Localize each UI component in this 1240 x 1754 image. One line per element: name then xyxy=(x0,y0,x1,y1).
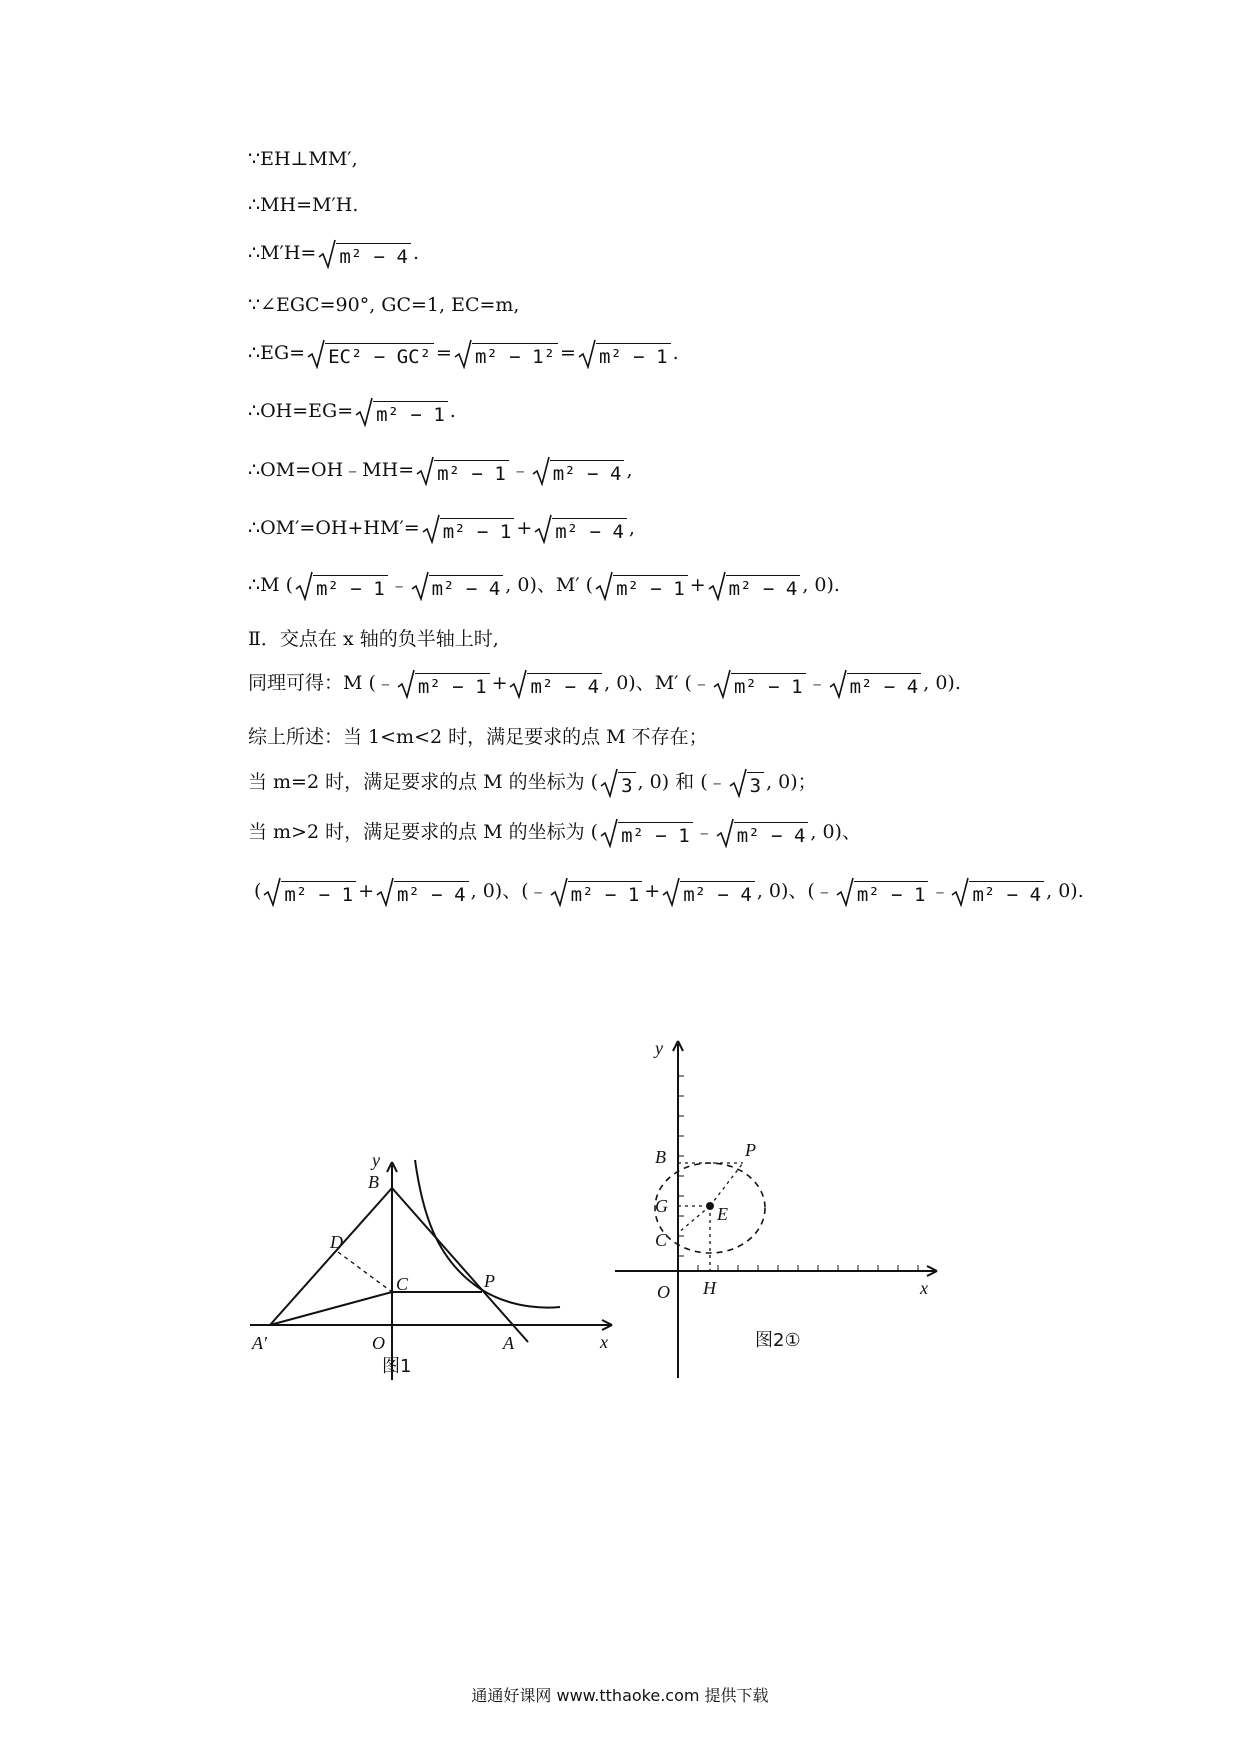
radical: m² − 1 xyxy=(355,397,448,427)
line-12: 综上所述：当 1<m<2 时，满足要求的点 M 不存在； xyxy=(248,726,708,748)
label-h: H xyxy=(703,1278,716,1298)
line-3: ∴M′H= m² − 4 . xyxy=(248,238,419,269)
label-y: y xyxy=(655,1038,663,1058)
label-c: C xyxy=(655,1230,668,1250)
radical: m² − 1 xyxy=(713,669,806,699)
radical: m² − 4 xyxy=(376,877,469,907)
label-x: x xyxy=(920,1278,928,1298)
radical: m² − 1 xyxy=(550,877,643,907)
label-p: P xyxy=(745,1140,756,1160)
radical: m² − 4 xyxy=(662,877,755,907)
radical: m² − 1 xyxy=(295,571,388,601)
line-6: ∴OH=EG= m² − 1 . xyxy=(248,396,456,427)
line-15: ( m² − 1 + m² − 4 , 0)、(﹣ m² − 1 + m² − 4 , 0)、(﹣ m² − 1 ﹣ m² − 4 , 0). xyxy=(254,876,1084,907)
axis-ticks xyxy=(678,1076,918,1271)
radical: m² − 4 xyxy=(829,669,922,699)
line-13: 当 m=2 时，满足要求的点 M 的坐标为 ( 3 , 0) 和 (﹣ 3 , 0)； xyxy=(248,767,817,798)
radical: m² − 4 xyxy=(509,669,602,699)
radical: 3 xyxy=(600,768,635,798)
radical: m² − 1 xyxy=(263,877,356,907)
radical: m² − 1 xyxy=(422,514,515,544)
line-5: ∴EG= EC² − GC² = m² − 1² = m² − 1 . xyxy=(248,338,679,369)
label-b: B xyxy=(368,1172,379,1192)
label-y: y xyxy=(372,1150,380,1170)
label-g: G xyxy=(655,1196,668,1216)
label-c: C xyxy=(396,1274,409,1294)
radical: m² − 1 xyxy=(416,456,509,486)
label-p: P xyxy=(484,1271,495,1291)
label-b: B xyxy=(655,1147,666,1167)
line-14: 当 m>2 时，满足要求的点 M 的坐标为 ( m² − 1 ﹣ m² − 4 , 0)、 xyxy=(248,817,861,848)
line-1: ∵EH⊥MM′, xyxy=(248,148,358,170)
label-d: D xyxy=(330,1232,343,1252)
radical: m² − 1² xyxy=(454,339,558,369)
radical: m² − 1 xyxy=(836,877,929,907)
label-e: E xyxy=(717,1204,728,1224)
label-a: A xyxy=(503,1333,514,1353)
label-x: x xyxy=(600,1332,608,1352)
figure-2 xyxy=(615,1038,950,1378)
dashed-d-c xyxy=(338,1252,392,1292)
figure-2-caption: 图2① xyxy=(755,1330,801,1351)
line-10: Ⅱ．交点在 x 轴的负半轴上时, xyxy=(248,628,499,650)
dashed-e-c xyxy=(678,1206,710,1233)
footer: 通通好课网 www.tthaoke.com 提供下载 xyxy=(471,1686,769,1705)
line-9: ∴M ( m² − 1 ﹣ m² − 4 , 0)、M′ ( m² − 1 + m² − 4 , 0). xyxy=(248,570,840,601)
line-11: 同理可得：M (﹣ m² − 1 + m² − 4 , 0)、M′ (﹣ m² − 1 ﹣ m² − 4 , 0). xyxy=(248,668,961,699)
radical: m² − 1 xyxy=(595,571,688,601)
line-2: ∴MH=M′H. xyxy=(248,194,359,216)
line-b-a xyxy=(392,1188,528,1342)
point-e xyxy=(706,1202,714,1210)
label-a1: A′ xyxy=(252,1333,267,1353)
label-o: O xyxy=(372,1333,385,1353)
radical: m² − 4 xyxy=(318,239,411,269)
radical: EC² − GC² xyxy=(307,339,434,369)
line-7: ∴OM=OH﹣MH= m² − 1 ﹣ m² − 4 , xyxy=(248,455,632,486)
radical: m² − 1 xyxy=(578,339,671,369)
line-a1-c xyxy=(270,1292,392,1325)
radical: m² − 1 xyxy=(397,669,490,699)
line-3-prefix: ∴M′H= xyxy=(248,242,317,264)
radical: 3 xyxy=(729,768,764,798)
radical: m² − 1 xyxy=(600,818,693,848)
label-o: O xyxy=(657,1282,670,1302)
radical: m² − 4 xyxy=(534,514,627,544)
radical: m² − 4 xyxy=(708,571,801,601)
line-a1-b xyxy=(270,1188,392,1325)
radical: m² − 4 xyxy=(716,818,809,848)
figure-1-caption: 图1 xyxy=(382,1356,412,1377)
line-8: ∴OM′=OH+HM′= m² − 1 + m² − 4 , xyxy=(248,513,635,544)
radical: m² − 4 xyxy=(411,571,504,601)
radical: m² − 4 xyxy=(532,456,625,486)
radical: m² − 4 xyxy=(951,877,1044,907)
line-4: ∵∠EGC=90°, GC=1, EC=m, xyxy=(248,294,520,316)
figure-1 xyxy=(250,1150,630,1380)
